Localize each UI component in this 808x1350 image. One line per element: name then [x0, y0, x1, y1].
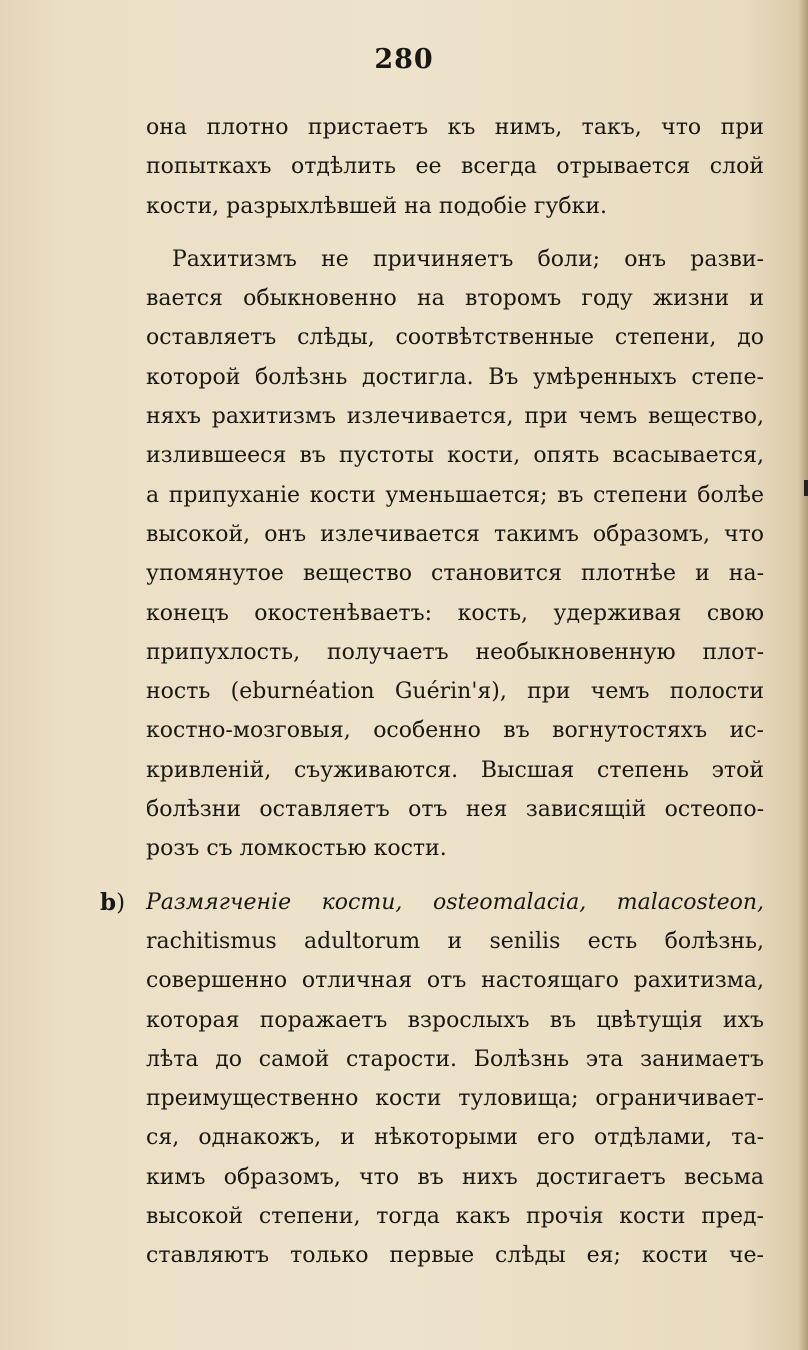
text-line: совершенно отличная отъ настоящаго рахитизма, — [146, 968, 764, 994]
page-number: 280 — [374, 44, 434, 75]
text-line: лѣта до самой старости. Болѣзнь эта занимаетъ — [146, 1046, 764, 1072]
text-line: которая поражаетъ взрослыхъ въ цвѣтущія ихъ — [146, 1007, 764, 1033]
text-line: припухлость, получаетъ необыкновенную плот- — [146, 639, 764, 665]
section-b — [100, 883, 764, 1276]
text-line: оставляетъ слѣды, соотвѣтственные степени, до — [146, 325, 764, 351]
text-line: преимущественно кости туловища; ограничивает- — [146, 1086, 764, 1112]
text-line: она плотно пристаетъ къ нимъ, такъ, что при — [146, 115, 764, 140]
text-line: упомянутое вещество становится плотнѣе и на- — [146, 561, 764, 587]
page-text — [100, 108, 764, 1276]
text-line: которой болѣзнь достигла. Въ умѣренныхъ степе- — [146, 364, 764, 390]
page-edge-mark — [804, 480, 808, 496]
text-line: высокой степени, тогда какъ прочія кости пред- — [146, 1204, 764, 1230]
text-line: конецъ окостенѣваетъ: кость, удерживая свою — [146, 600, 764, 626]
text-line: вается обыкновенно на второмъ году жизни и — [146, 286, 764, 312]
section-marker — [100, 883, 125, 923]
text-line: Размягченіе кости, osteomalacia, malacosteon, — [146, 889, 764, 915]
page-edge-shadow — [798, 0, 808, 1350]
section-marker-paren: ) — [116, 889, 126, 916]
section-marker-letter: b — [100, 888, 117, 916]
text-line: высокой, онъ излечивается такимъ образомъ, что — [146, 521, 764, 547]
text-line: болѣзни оставляетъ отъ нея зависящій остеопо- — [146, 797, 764, 823]
text-line: кимъ образомъ, что въ нихъ достигаетъ весьма — [146, 1164, 764, 1190]
text-line: ся, однакожъ, и нѣкоторыми его отдѣлами, та- — [146, 1125, 764, 1151]
text-line: а припуханіе кости уменьшается; въ степени болѣе — [146, 482, 764, 508]
text-line: ставляютъ только первые слѣды ея; кости че- — [146, 1243, 764, 1269]
text-line: попыткахъ отдѣлить ее всегда отрывается слой — [146, 154, 764, 180]
text-line: няхъ рахитизмъ излечивается, при чемъ вещество, — [146, 404, 764, 430]
text-line: rachitismus adultorum и senilis есть болѣзнь, — [146, 928, 764, 954]
text-line: ность (eburnéation Guérin'я), при чемъ полости — [146, 679, 764, 705]
text-line: розъ съ ломкостью кости. — [146, 836, 447, 862]
text-line: костно-мозговыя, особенно въ вогнутостяхъ ис- — [146, 718, 764, 744]
text-line: кости, разрыхлѣвшей на подобіе губки. — [146, 193, 607, 219]
text-line: излившееся въ пустоты кости, опять всасывается, — [146, 443, 764, 469]
text-line: кривленій, съуживаются. Высшая степень этой — [146, 757, 764, 783]
text-line: Рахитизмъ не причиняетъ боли; онъ разви- — [172, 246, 764, 272]
